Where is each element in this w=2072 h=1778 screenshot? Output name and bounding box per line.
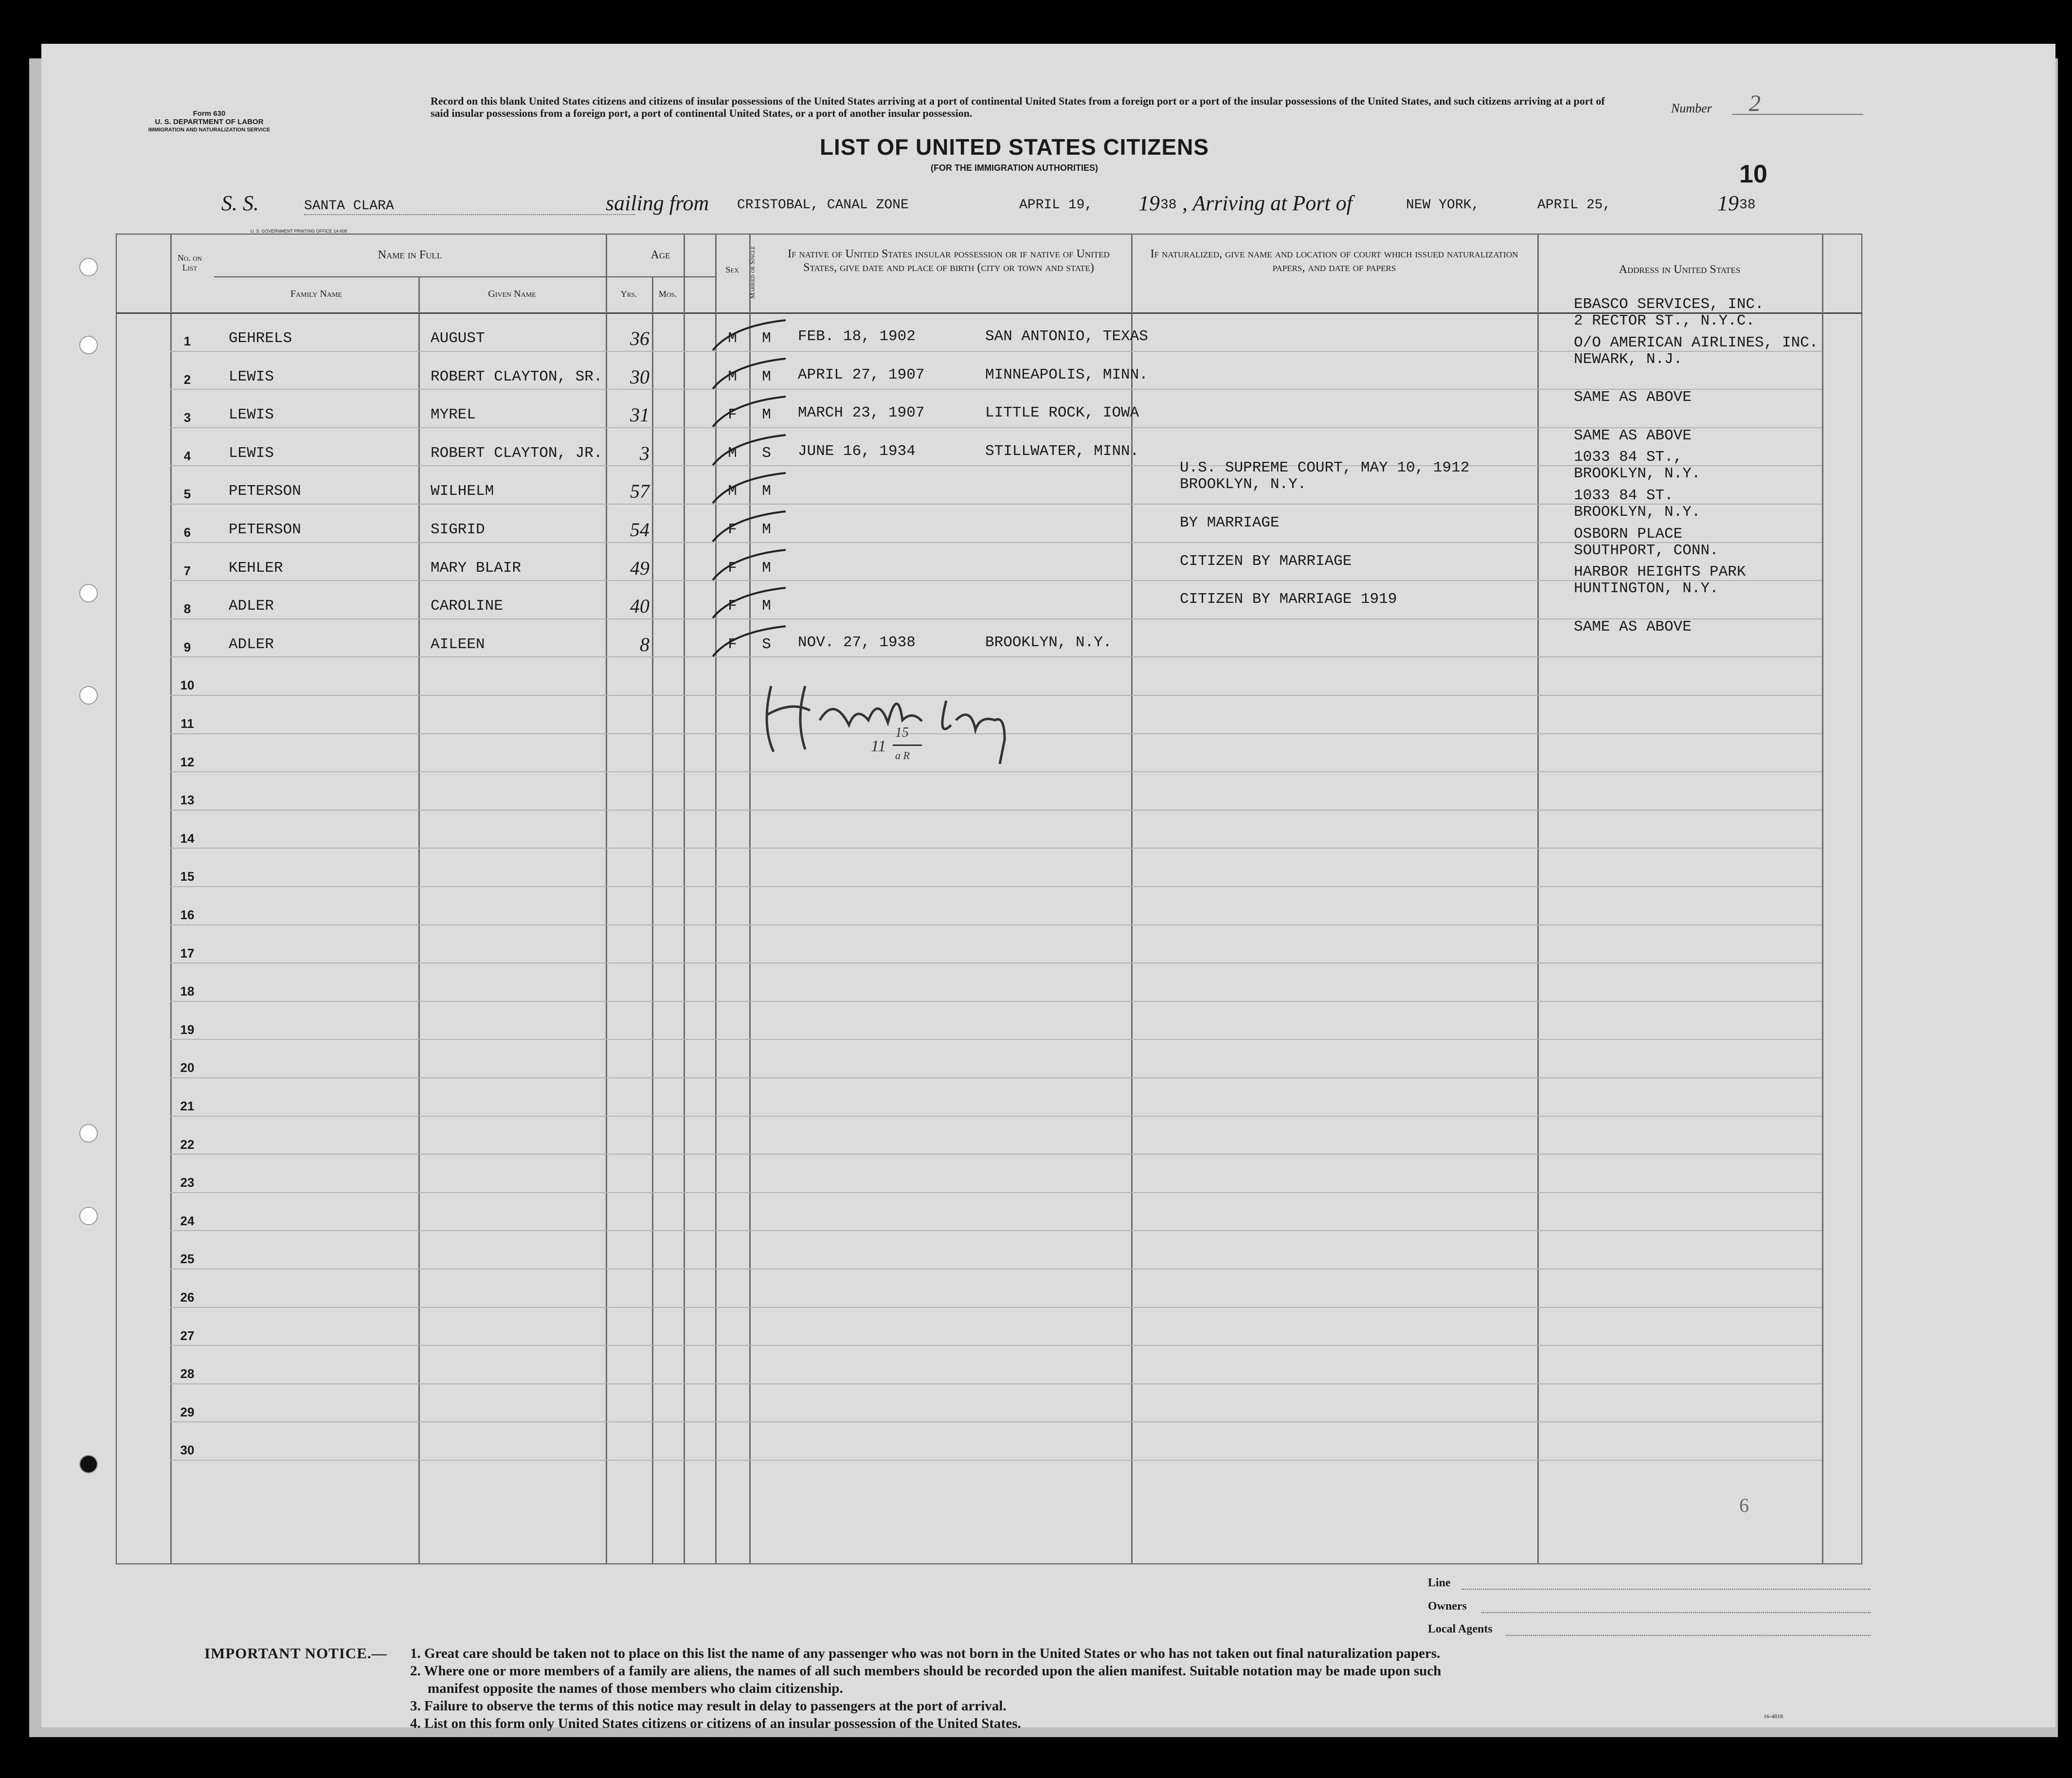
punch-hole [79,584,98,602]
notice-item-3: 3. Failure to observe the terms of this notice may result in delay to passengers at the port of arrival. [410,1698,1007,1714]
check-mark [703,355,791,394]
col-line [1822,234,1823,1564]
birth-place: MINNEAPOLIS, MINN. [985,366,1148,383]
row-number: 9 [183,639,191,654]
sex-value: F [728,635,737,653]
header-married-single: Married or Single [749,246,757,299]
row-number: 16 [180,907,195,922]
birth-place: LITTLE ROCK, IOWA [985,404,1139,422]
page-number: 6 [1739,1494,1749,1516]
row-number: 23 [180,1175,195,1190]
number-label: Number [1671,101,1712,115]
address-line-1: HARBOR HEIGHTS PARK [1574,563,1746,581]
row-number: 30 [180,1443,195,1458]
sex-value: M [728,368,737,385]
row-number: 10 [180,678,195,693]
birth-place: STILLWATER, MINN. [985,442,1139,460]
row-rule [170,1307,1822,1308]
punch-hole [79,336,98,354]
address-line-2: SAME AS ABOVE [1574,427,1692,444]
header-months: Mos. [658,289,677,299]
owners-field [1481,1612,1871,1613]
notice-item-2: 2. Where one or more members of a family are aliens, the names of all such members should be recorded upon the alien manifest. Suitable notation may be made upon such [410,1663,1441,1679]
naturalization-detail: BROOKLYN, N.Y. [1180,476,1307,493]
annotation-fraction-bottom: a R [895,749,910,762]
row-rule [170,962,1822,963]
address-line-2: BROOKLYN, N.Y. [1574,504,1701,521]
given-name: MYREL [431,406,476,424]
address-line-2: NEWARK, N.J. [1574,350,1683,368]
notice-item-2-continued: manifest opposite the names of those members who claim citizenship. [428,1681,843,1696]
col-line [1131,234,1133,1564]
header-family-name: Family Name [290,289,342,299]
header-name-in-full: Name in Full [378,249,442,261]
header-years: Yrs. [620,289,637,299]
departure-port: CRISTOBAL, CANAL ZONE [737,198,909,213]
row-rule [170,848,1822,849]
row-number: 22 [180,1137,195,1152]
row-rule [170,1460,1822,1461]
departure-date: APRIL 19, [1019,198,1093,213]
arrival-port: NEW YORK, [1406,198,1480,213]
arrival-date: APRIL 25, [1537,198,1611,213]
inspector-signature [752,667,1102,803]
address-line-2: SAME AS ABOVE [1574,618,1692,635]
naturalization-detail: CITIZEN BY MARRIAGE [1180,552,1352,570]
arrival-year-prefix: 19 [1717,191,1739,215]
row-number: 20 [180,1060,195,1075]
row-number: 18 [180,984,195,999]
age-years: 57 [630,480,649,503]
row-number: 2 [183,372,191,387]
row-rule [170,1001,1822,1002]
col-line [652,276,653,1564]
naturalization-detail: CITIZEN BY MARRIAGE 1919 [1180,591,1397,608]
address-line-2: SAME AS ABOVE [1574,389,1692,406]
address-line-1: 1033 84 ST., [1574,449,1683,466]
arriving-label: , Arriving at Port of [1182,191,1352,215]
naturalization-court: U.S. SUPREME COURT, MAY 10, 1912 [1180,459,1470,477]
birth-place: BROOKLYN, N.Y. [985,634,1112,651]
row-number: 27 [180,1328,195,1343]
col-line [606,234,607,1564]
age-years: 49 [630,557,649,579]
sheet-mark: 10 [1739,160,1767,188]
birth-date: APRIL 27, 1907 [798,366,925,383]
age-years: 8 [640,633,649,655]
check-mark [703,546,791,585]
check-mark [703,431,791,470]
col-line [418,276,420,1564]
header-naturalized: If naturalized, give name and location of court which issued naturalization papers, and date of papers [1150,248,1518,274]
marital-status: M [762,559,771,577]
row-number: 3 [183,410,191,425]
row-rule [170,1345,1822,1346]
punch-hole [79,686,98,705]
birth-date: NOV. 27, 1938 [798,634,916,651]
address-line-1: EBASCO SERVICES, INC. [1574,296,1764,313]
form-instructions: Record on this blank United States citizens and citizens of insular possessions of the United States arriving at a port of continental United States from a foreign port or a port of the insular possessions of the United States, and such citizens arriving at a port of said insular possessions from a foreign port, a port of continental United States, or a port of another insular possession. [431,95,1605,119]
row-number: 19 [180,1022,195,1037]
check-mark [703,393,791,432]
age-years: 30 [630,365,649,388]
row-number: 8 [183,601,191,617]
row-number: 14 [180,831,195,846]
header-address: Address in United States [1619,263,1741,276]
row-rule [170,1077,1822,1078]
address-line-2: 2 RECTOR ST., N.Y.C. [1574,312,1755,329]
check-mark [703,469,791,508]
row-rule [170,1383,1822,1384]
row-number: 26 [180,1290,195,1305]
family-name: LEWIS [229,406,274,424]
given-name: ROBERT CLAYTON, JR. [431,444,603,462]
header-given-name: Given Name [488,289,536,299]
row-number: 6 [183,525,191,540]
col-line [1537,234,1539,1564]
sex-value: F [728,598,737,615]
departure-year: 38 [1160,198,1177,213]
family-name: LEWIS [229,368,274,385]
row-number: 24 [180,1213,195,1228]
col-line [684,234,685,1564]
given-name: ROBERT CLAYTON, SR. [431,368,603,385]
notice-list [410,1645,1441,1732]
sex-value: F [728,521,737,538]
family-name: PETERSON [229,521,301,538]
row-rule [170,1154,1822,1155]
number-value: 2 [1749,91,1761,116]
address-line-2: HUNTINGTON, N.Y. [1574,580,1719,598]
punch-hole [79,258,98,276]
punch-hole [79,1124,98,1143]
printing-office-note: U. S. GOVERNMENT PRINTING OFFICE 14-608 [251,229,347,234]
line-field [1462,1589,1871,1590]
row-rule [170,1039,1822,1040]
age-group-divider [606,276,715,277]
arrival-year: 38 [1739,198,1756,213]
address-line-2: BROOKLYN, N.Y. [1574,465,1701,483]
given-name: AILEEN [431,635,485,653]
row-number: 12 [180,754,195,769]
check-mark [703,584,791,623]
form-agency-block [136,109,282,134]
birth-date: MARCH 23, 1907 [798,404,925,422]
row-rule [170,1421,1822,1422]
row-number: 7 [183,563,191,578]
sex-value: F [728,559,737,577]
row-rule [170,810,1822,811]
row-number: 21 [180,1099,195,1113]
row-number: 28 [180,1366,195,1381]
check-mark [703,508,791,546]
family-name: PETERSON [229,483,301,500]
row-rule [170,886,1822,887]
sex-value: M [728,330,737,347]
local-agents-field [1506,1635,1871,1636]
marital-status: M [762,521,771,538]
header-list-number: No. on List [177,253,202,272]
age-years: 54 [630,519,649,541]
sex-value: M [728,444,737,462]
ship-name: SANTA CLARA [304,199,394,214]
ss-label: S. S. [221,191,259,215]
age-years: 3 [640,442,649,464]
department-name: U. S. DEPARTMENT OF LABOR [155,118,264,126]
annotation-fraction-top: 11 [871,737,886,755]
form-subtitle: (FOR THE IMMIGRATION AUTHORITIES) [931,163,1098,173]
service-name: IMMIGRATION AND NATURALIZATION SERVICE [148,127,270,133]
inspector-signature-text [756,669,783,674]
marital-status: S [762,444,771,462]
family-name: LEWIS [229,444,274,462]
row-number: 1 [183,334,191,348]
row-number: 29 [180,1404,195,1419]
row-number: 13 [180,793,195,808]
annotation-fraction-mid: 15 [895,725,909,740]
form-title: LIST OF UNITED STATES CITIZENS [819,134,1209,160]
row-number: 11 [180,716,194,731]
family-name: ADLER [229,635,274,653]
marital-status: M [762,368,771,385]
header-sex: Sex [725,265,739,274]
marital-status: S [762,635,771,653]
birth-date: JUNE 16, 1934 [798,442,916,460]
address-line-1: O/O AMERICAN AIRLINES, INC. [1574,334,1819,351]
form-number: Form 630 [193,109,226,118]
departure-year-prefix: 19 [1138,191,1160,215]
row-rule [170,1116,1822,1117]
marital-status: M [762,598,771,615]
row-rule [170,1269,1822,1270]
address-line-1: 1033 84 ST. [1574,487,1674,504]
local-agents-label: Local Agents [1428,1623,1493,1635]
birth-date: FEB. 18, 1902 [798,328,916,345]
sailing-from-label: sailing from [606,191,709,215]
row-number: 5 [183,487,191,502]
marital-status: M [762,330,771,347]
marital-status: M [762,483,771,500]
address-line-1: OSBORN PLACE [1574,525,1683,543]
family-name: GEHRELS [229,330,292,347]
punch-hole [79,1207,98,1225]
given-name: MARY BLAIR [431,559,522,577]
header-age: Age [650,249,670,261]
row-rule [170,656,1822,657]
given-name: SIGRID [431,521,485,538]
row-rule [170,1192,1822,1193]
check-mark [703,622,791,661]
address-line-2: SOUTHPORT, CONN. [1574,542,1719,559]
family-name: ADLER [229,598,274,615]
notice-item-1: 1. Great care should be taken not to place on this list the name of any passenger who was not born in the United States or who has not taken out final naturalization papers. [410,1646,1441,1661]
line-label: Line [1428,1577,1451,1589]
age-years: 36 [630,327,649,349]
row-rule [170,1230,1822,1231]
family-name: KEHLER [229,559,283,577]
punch-hole [79,1455,98,1473]
row-number: 25 [180,1252,195,1267]
ship-field [304,214,635,215]
col-line [170,234,172,1564]
check-mark [703,316,791,355]
age-years: 31 [630,404,649,426]
row-number: 4 [183,448,191,463]
marital-status: M [762,406,771,424]
age-years: 40 [630,595,649,617]
notice-heading: IMPORTANT NOTICE.— [204,1645,387,1662]
birth-place: SAN ANTONIO, TEXAS [985,328,1148,345]
given-name: AUGUST [431,330,485,347]
given-name: CAROLINE [431,598,503,615]
naturalization-detail: BY MARRIAGE [1180,514,1279,531]
header-birth: If native of United States insular possession or if native of United States, give date and place of birth (city or town and state) [788,248,1110,274]
given-name: WILHELM [431,483,494,500]
row-number: 17 [180,945,195,961]
annotation-fraction-bar [893,744,922,746]
notice-item-4: 4. List on this form only United States citizens or citizens of an insular possession of the United States. [410,1716,1021,1731]
owners-label: Owners [1428,1600,1467,1613]
print-code: 16-4818 [1764,1713,1783,1720]
sex-value: M [728,483,737,500]
row-number: 15 [180,869,195,884]
manifest-sheet [41,44,2055,1731]
sex-value: F [728,406,737,424]
